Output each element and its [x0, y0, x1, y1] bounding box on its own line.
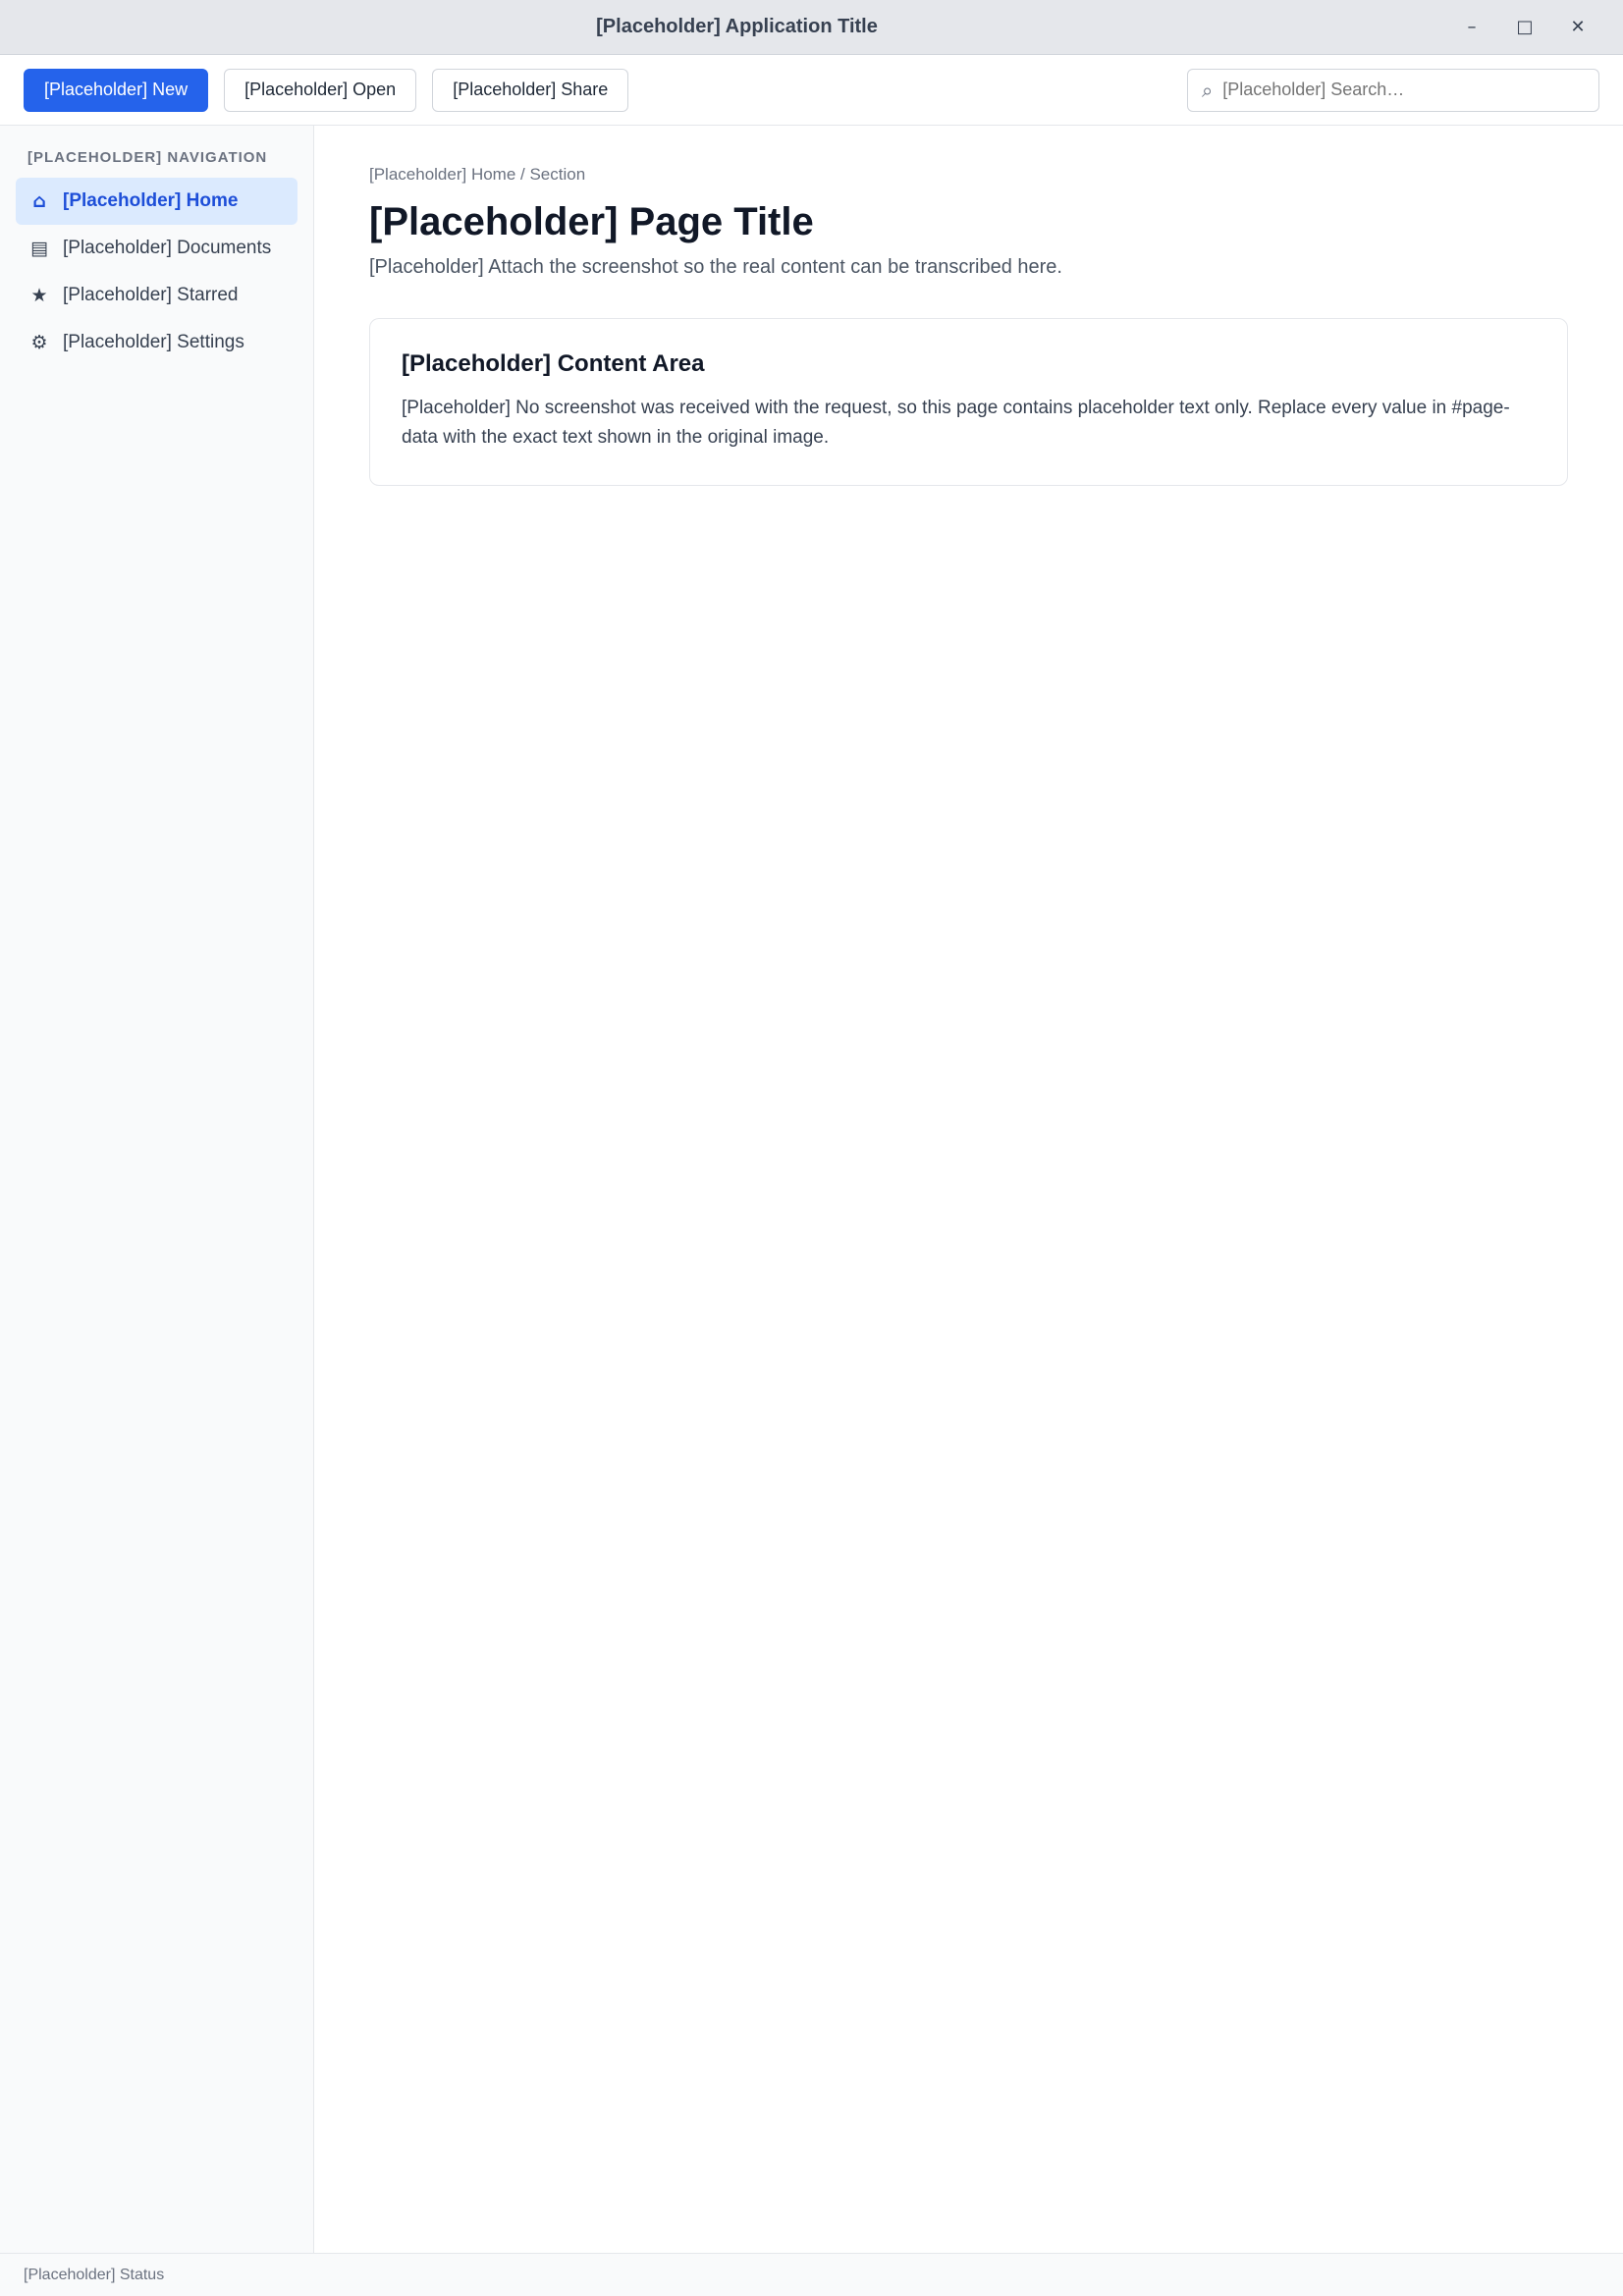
minimize-button[interactable]: – [1450, 12, 1493, 43]
status-text: [Placeholder] Status [24, 2266, 165, 2283]
close-button[interactable]: ✕ [1556, 12, 1599, 43]
title-bar [0, 0, 1623, 55]
sidebar-item-label: [Placeholder] Documents [63, 238, 272, 258]
content-body [0, 126, 1623, 2253]
gear-icon: ⚙ [30, 332, 48, 353]
window-controls [1450, 12, 1599, 43]
window-title: [Placeholder] Application Title [596, 16, 878, 37]
search-input[interactable] [1222, 80, 1585, 100]
sidebar-item-label: [Placeholder] Starred [63, 285, 239, 305]
toolbar [0, 55, 1623, 126]
tertiary-action-button[interactable]: [Placeholder] Share [432, 69, 628, 112]
sidebar-heading: [PLACEHOLDER] NAVIGATION [27, 149, 268, 166]
sidebar-item-label: [Placeholder] Settings [63, 332, 244, 352]
star-icon: ★ [30, 285, 48, 306]
card-title: [Placeholder] Content Area [402, 350, 705, 377]
sidebar-item-label: [Placeholder] Home [63, 190, 239, 211]
page-title: [Placeholder] Page Title [369, 200, 814, 243]
content-card [369, 318, 1568, 486]
home-icon: ⌂ [32, 190, 46, 212]
search-icon: ⌕ [1202, 78, 1214, 102]
breadcrumb[interactable]: [Placeholder] Home / Section [369, 165, 586, 184]
sidebar [0, 126, 314, 2253]
card-body: [Placeholder] No screenshot was received with the request, so this page contains placeholder text only. Replace every value in #page-data with the exact text shown in the original image. [402, 398, 1510, 449]
search-box[interactable] [1187, 69, 1599, 112]
sidebar-item-settings[interactable] [16, 319, 298, 366]
sidebar-item-home[interactable] [16, 178, 298, 225]
main-panel [314, 126, 1623, 2253]
documents-icon: ▤ [30, 238, 48, 259]
maximize-button[interactable]: □ [1503, 12, 1546, 43]
sidebar-item-starred[interactable] [16, 272, 298, 319]
page-subtitle: [Placeholder] Attach the screenshot so the real content can be transcribed here. [369, 256, 1062, 278]
primary-action-button[interactable]: [Placeholder] New [24, 69, 208, 112]
sidebar-item-documents[interactable] [16, 225, 298, 272]
status-bar [0, 2253, 1623, 2296]
secondary-action-button[interactable]: [Placeholder] Open [224, 69, 416, 112]
